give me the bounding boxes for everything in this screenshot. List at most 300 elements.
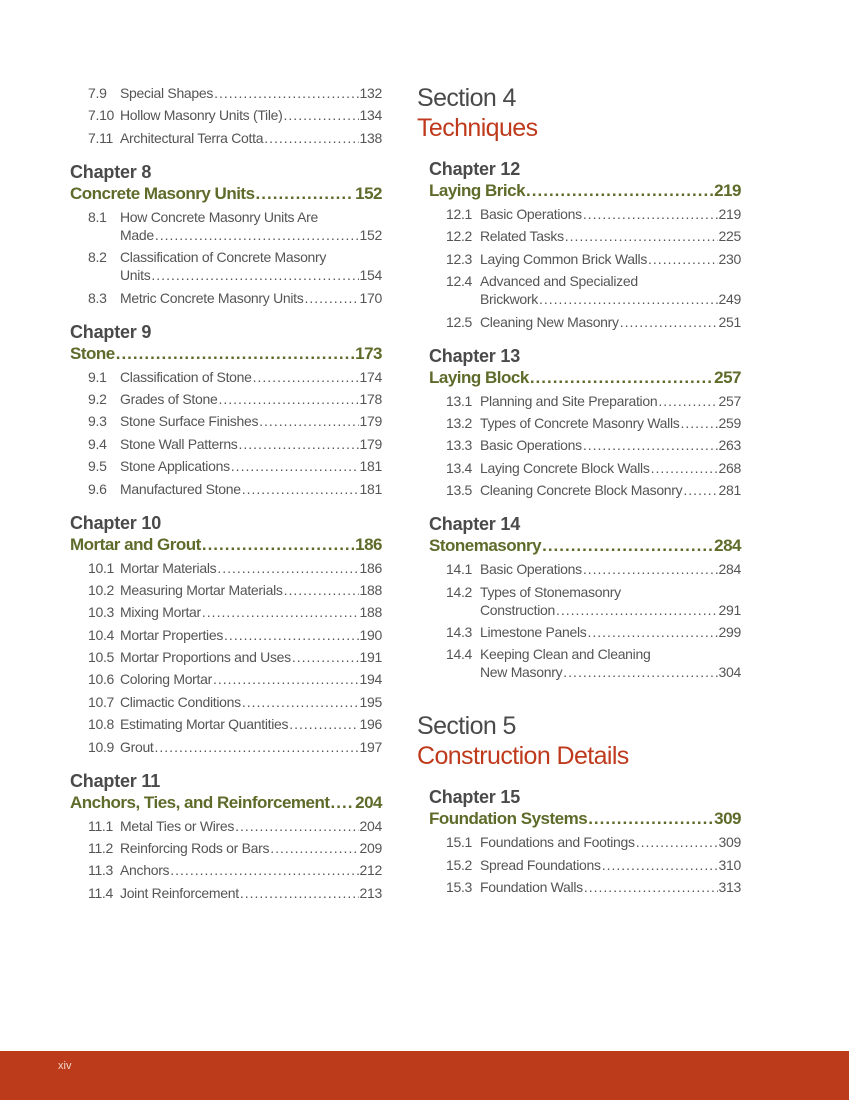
entry-number: 10.8 [88, 716, 115, 733]
chapter-page: 152 [355, 183, 382, 203]
entry-title: Climactic Conditions [120, 693, 241, 710]
dot-leader [116, 343, 354, 365]
chapter-label: Chapter 14 [429, 514, 521, 535]
entry-page: 299 [718, 623, 741, 640]
entry-title: Special Shapes [120, 85, 214, 101]
entry-page: 310 [718, 856, 741, 873]
chapter-block [429, 345, 741, 500]
toc-entry [429, 392, 741, 410]
entry-title: Stone Applications [120, 458, 230, 475]
dot-leader [556, 601, 718, 619]
toc-entry [70, 248, 382, 284]
chapter-label: Chapter 9 [70, 321, 152, 342]
toc-entry-line [446, 663, 741, 681]
entry-page: 196 [359, 716, 382, 733]
toc-entry [429, 645, 741, 681]
entry-number: 9.5 [88, 458, 107, 475]
entry-page: 257 [718, 392, 741, 409]
entry-title: Limestone Panels [480, 623, 587, 640]
toc-entry-line [446, 459, 741, 477]
dot-leader [658, 392, 717, 410]
chapter-block [429, 786, 741, 896]
chapter-title-line [70, 183, 382, 205]
chapter-label: Chapter 10 [70, 512, 162, 533]
entry-title: Foundations and Footings [480, 834, 635, 851]
chapter-title: Stonemasonry [429, 536, 542, 556]
toc-entry-line [88, 457, 382, 475]
entry-number: 13.3 [446, 437, 473, 454]
entry-number: 12.1 [446, 206, 473, 222]
entry-number: 15.2 [446, 856, 473, 873]
entry-number: 9.1 [88, 368, 107, 385]
entry-page: 213 [359, 884, 382, 901]
chapter-label: Chapter 11 [70, 770, 161, 791]
toc-entry [429, 623, 741, 641]
entry-title: Estimating Mortar Quantities [120, 716, 289, 733]
toc-entry-line [446, 436, 741, 454]
entry-title: Hollow Masonry Units (Tile) [120, 107, 283, 124]
chapter-page: 309 [714, 809, 741, 829]
toc-entry-line [88, 648, 382, 666]
toc-entry [429, 459, 741, 477]
entry-number: 7.11 [88, 129, 114, 146]
entry-title: How Concrete Masonry Units Are [120, 208, 318, 225]
toc-entry-line [88, 861, 382, 879]
toc-entry-line [88, 368, 382, 386]
entry-title: Basic Operations [480, 437, 582, 454]
entry-page: 194 [359, 671, 382, 688]
dot-leader [231, 457, 359, 475]
toc-entry-line [88, 106, 382, 124]
toc-entry-line [446, 601, 741, 619]
toc-right-column [417, 83, 741, 900]
entry-title: Related Tasks [480, 228, 564, 245]
entry-number: 8.2 [88, 249, 107, 266]
entry-title: Joint Reinforcement [120, 884, 239, 901]
toc-entry [70, 559, 382, 577]
toc-entry [70, 626, 382, 644]
entry-page: 219 [718, 206, 741, 222]
entry-title: Foundation Walls [480, 879, 583, 896]
toc-entry [429, 833, 741, 851]
chapter-block [429, 158, 741, 331]
toc-entry [429, 205, 741, 223]
toc-entry [70, 480, 382, 498]
chapter-title: Laying Brick [429, 181, 526, 200]
toc-entry [429, 436, 741, 454]
toc-entry [70, 208, 382, 244]
dot-leader [683, 481, 717, 499]
chapter-page: 186 [355, 534, 382, 554]
dot-leader [583, 436, 718, 454]
section-chapters [417, 786, 741, 896]
dot-leader [253, 368, 359, 386]
entry-page: 174 [359, 368, 382, 385]
entry-number: 9.4 [88, 435, 107, 452]
toc-entry [70, 289, 382, 307]
toc-left-column [70, 84, 382, 906]
dot-leader [530, 367, 713, 389]
entry-title-continued: Made [120, 226, 154, 243]
entry-number: 14.3 [446, 623, 473, 640]
entry-title: Basic Operations [480, 206, 582, 222]
toc-entry-line [88, 626, 382, 644]
chapter-title-line [429, 808, 741, 830]
entry-number: 10.9 [88, 738, 115, 755]
entry-number: 13.5 [446, 482, 473, 499]
entry-title: Grout [120, 738, 154, 755]
entry-title: Types of Concrete Masonry Walls [480, 414, 680, 431]
entry-number: 13.2 [446, 414, 473, 431]
entry-page: 204 [359, 817, 382, 834]
toc-entry-line [88, 603, 382, 621]
entry-number: 15.1 [446, 834, 473, 851]
chapter-page: 204 [355, 792, 382, 812]
entry-page: 268 [718, 459, 741, 476]
entry-page: 309 [718, 834, 741, 851]
dot-leader [648, 250, 718, 268]
toc-entry-line [446, 645, 741, 663]
chapter-block [70, 321, 382, 498]
entry-page: 179 [359, 413, 382, 430]
toc-entry-line [88, 559, 382, 577]
dot-leader [526, 180, 713, 202]
dot-leader [264, 129, 358, 147]
toc-entry-line [88, 390, 382, 408]
dot-leader [636, 833, 718, 851]
toc-entry-line [88, 412, 382, 430]
entry-page: 251 [718, 313, 741, 330]
entry-page: 181 [359, 480, 382, 497]
dot-leader [218, 390, 358, 408]
entry-title: Laying Concrete Block Walls [480, 459, 650, 476]
toc-entry-line [88, 715, 382, 733]
dot-leader [584, 878, 718, 896]
toc-entry [70, 884, 382, 902]
toc-entry-line [446, 205, 741, 223]
chapter-block [70, 512, 382, 756]
toc-entry-line [88, 129, 382, 147]
entry-page: 225 [718, 228, 741, 245]
entry-number: 8.3 [88, 289, 107, 306]
chapter-label: Chapter 8 [70, 161, 152, 182]
entry-page: 190 [359, 626, 382, 643]
entry-title: Coloring Mortar [120, 671, 212, 688]
entry-number: 12.4 [446, 273, 473, 290]
chapter-label: Chapter 15 [429, 787, 521, 808]
toc-entry-line [88, 435, 382, 453]
dot-leader [588, 808, 713, 830]
entry-title: Metric Concrete Masonry Units [120, 289, 304, 306]
entry-number: 9.6 [88, 480, 107, 497]
entry-number: 10.3 [88, 604, 115, 621]
dot-leader [565, 227, 718, 245]
entry-page: 313 [718, 879, 741, 896]
chapter-title: Anchors, Ties, and Reinforcement [70, 792, 330, 812]
section-block [417, 83, 741, 681]
entry-page: 178 [359, 390, 382, 407]
dot-leader [239, 435, 359, 453]
toc-entry-line [446, 313, 741, 331]
toc-entry-line [446, 227, 741, 245]
toc-entry [70, 817, 382, 835]
entry-number: 12.5 [446, 313, 473, 330]
entry-title: Architectural Terra Cotta [120, 129, 264, 146]
entry-number: 9.2 [88, 390, 107, 407]
entry-number: 13.1 [446, 392, 473, 409]
entry-number: 10.6 [88, 671, 115, 688]
entry-page: 230 [718, 250, 741, 267]
dot-leader [588, 623, 718, 641]
toc-entry-line [446, 290, 741, 308]
toc-entry [70, 368, 382, 386]
entry-title: Basic Operations [480, 561, 582, 578]
section-title: Construction Details [417, 742, 629, 771]
entry-title: Mortar Properties [120, 626, 224, 643]
dot-leader [259, 412, 358, 430]
toc-entry [70, 412, 382, 430]
entry-title: Manufactured Stone [120, 480, 241, 497]
entry-title-continued: Brickwork [480, 291, 538, 308]
entry-title: Planning and Site Preparation [480, 392, 658, 409]
dot-leader [155, 738, 359, 756]
toc-entry [429, 272, 741, 308]
entry-number: 11.2 [88, 840, 114, 857]
entry-page: 138 [359, 129, 382, 146]
toc-entry-line [88, 248, 382, 266]
toc-entry-line [88, 670, 382, 688]
dot-leader [242, 693, 359, 711]
toc-entry-line [88, 208, 382, 226]
entry-page: 259 [718, 414, 741, 431]
chapter-page: 257 [714, 367, 741, 387]
dot-leader [151, 266, 358, 284]
chapter-title-line [429, 367, 741, 389]
entry-title: Stone Surface Finishes [120, 413, 259, 430]
chapter-title-line [429, 180, 741, 202]
entry-title: Mixing Mortar [120, 604, 201, 621]
dot-leader [235, 817, 358, 835]
toc-entry-line [446, 250, 741, 268]
dot-leader [304, 289, 358, 307]
dot-leader [602, 856, 718, 874]
toc-entry-line [446, 833, 741, 851]
dot-leader [155, 226, 359, 244]
entry-title: Spread Foundations [480, 856, 601, 873]
toc-entry-line [88, 581, 382, 599]
entry-page: 191 [359, 649, 382, 666]
entry-number: 7.10 [88, 107, 115, 124]
toc-entry-line [88, 266, 382, 284]
entry-page: 154 [359, 267, 382, 284]
toc-entry-line [446, 583, 741, 601]
toc-entry [429, 414, 741, 432]
section-number: Section 5 [417, 712, 516, 741]
entry-page: 179 [359, 435, 382, 452]
dot-leader [202, 603, 359, 621]
section-number: Section 4 [417, 84, 516, 112]
dot-leader [214, 84, 358, 102]
entry-title: Mortar Materials [120, 559, 217, 576]
entry-title-continued: New Masonry [480, 664, 563, 681]
entry-title: Cleaning Concrete Block Masonry [480, 482, 683, 499]
dot-leader [202, 534, 354, 556]
entry-number: 10.2 [88, 581, 115, 598]
toc-entry [70, 457, 382, 475]
entry-title: Cleaning New Masonry [480, 313, 619, 330]
dot-leader [170, 861, 358, 879]
entry-number: 10.1 [88, 559, 115, 576]
entry-title: Keeping Clean and Cleaning [480, 646, 651, 663]
entry-number: 7.9 [88, 85, 107, 101]
entry-page: 249 [718, 291, 741, 308]
toc-entry [70, 106, 382, 124]
dot-leader [539, 290, 718, 308]
entry-title-continued: Construction [480, 601, 555, 618]
entry-number: 11.3 [88, 862, 114, 879]
entry-page: 188 [359, 604, 382, 621]
dot-leader [270, 839, 358, 857]
entry-page: 186 [359, 559, 382, 576]
toc-entry-line [446, 856, 741, 874]
entry-number: 12.2 [446, 228, 473, 245]
dot-leader [542, 535, 713, 557]
chapter-block [70, 770, 382, 902]
toc-entry [429, 250, 741, 268]
toc-entry-line [88, 693, 382, 711]
dot-leader [224, 626, 358, 644]
toc-entry [70, 581, 382, 599]
toc-entry-line [88, 839, 382, 857]
chapter-page: 219 [714, 181, 741, 200]
entry-page: 263 [718, 437, 741, 454]
chapter-title-line [70, 792, 382, 814]
chapter-title: Foundation Systems [429, 809, 588, 829]
entry-page: 170 [359, 289, 382, 306]
dot-leader [292, 648, 359, 666]
chapter-title-line [429, 535, 741, 557]
toc-entry [429, 583, 741, 619]
toc-entry-line [446, 560, 741, 578]
chapter-title: Mortar and Grout [70, 534, 201, 554]
entry-page: 195 [359, 693, 382, 710]
entry-page: 152 [359, 226, 382, 243]
entry-title: Anchors [120, 862, 170, 879]
section-block [417, 711, 741, 896]
lead-entries [70, 84, 382, 147]
entry-number: 12.3 [446, 250, 473, 267]
chapter-title-line [70, 343, 382, 365]
toc-entry-line [446, 878, 741, 896]
toc-entry-line [88, 226, 382, 244]
chapter-label: Chapter 12 [429, 159, 521, 179]
toc-entry [429, 313, 741, 331]
toc-entry [70, 693, 382, 711]
toc-entry [70, 603, 382, 621]
toc-entry-line [88, 289, 382, 307]
toc-entry [70, 435, 382, 453]
dot-leader [563, 663, 717, 681]
chapter-page: 284 [714, 536, 741, 556]
entry-title: Mortar Proportions and Uses [120, 649, 291, 666]
entry-number: 10.5 [88, 649, 115, 666]
entry-number: 8.1 [88, 208, 107, 225]
entry-number: 14.4 [446, 646, 473, 663]
toc-entry [70, 84, 382, 102]
chapter-block [429, 513, 741, 681]
entry-title: Advanced and Specialized [480, 273, 638, 290]
entry-number: 13.4 [446, 459, 473, 476]
toc-entry [70, 861, 382, 879]
entry-title: Reinforcing Rods or Bars [120, 840, 270, 857]
entry-title: Laying Common Brick Walls [480, 250, 648, 267]
toc-entry-line [88, 84, 382, 102]
toc-entry-line [88, 817, 382, 835]
entry-page: 212 [359, 862, 382, 879]
entry-page: 284 [718, 561, 741, 578]
entry-title: Types of Stonemasonry [480, 583, 621, 600]
entry-title: Grades of Stone [120, 390, 218, 407]
entry-page: 197 [359, 738, 382, 755]
dot-leader [284, 106, 359, 124]
entry-title: Classification of Stone [120, 368, 252, 385]
dot-leader [651, 459, 718, 477]
toc-entry [429, 560, 741, 578]
dot-leader [217, 559, 358, 577]
page-number: xiv [58, 1060, 72, 1072]
entry-page: 281 [718, 482, 741, 499]
dot-leader [284, 581, 359, 599]
dot-leader [583, 205, 718, 223]
toc-entry-line [446, 392, 741, 410]
section-title: Techniques [417, 114, 538, 142]
dot-leader [331, 792, 355, 814]
entry-number: 9.3 [88, 413, 107, 430]
dot-leader [289, 715, 358, 733]
entry-page: 209 [359, 840, 382, 857]
chapter-page: 173 [355, 343, 382, 363]
entry-number: 15.3 [446, 879, 473, 896]
dot-leader [620, 313, 718, 331]
toc-entry [70, 129, 382, 147]
entry-number: 14.2 [446, 583, 473, 600]
toc-entry [70, 715, 382, 733]
entry-number: 11.1 [88, 817, 114, 834]
entry-page: 134 [359, 107, 382, 124]
dot-leader [240, 884, 359, 902]
entry-page: 181 [359, 458, 382, 475]
toc-entry [70, 839, 382, 857]
dot-leader [213, 670, 359, 688]
chapter-label: Chapter 13 [429, 345, 521, 366]
chapter-title: Stone [70, 343, 115, 363]
dot-leader [680, 414, 717, 432]
chapter-block [70, 161, 382, 307]
toc-entry-line [446, 623, 741, 641]
toc-entry [70, 738, 382, 756]
toc-entry [70, 648, 382, 666]
toc-entry-line [88, 480, 382, 498]
chapter-title: Laying Block [429, 367, 529, 387]
entry-page: 291 [718, 601, 741, 618]
toc-entry [429, 878, 741, 896]
dot-leader [583, 560, 718, 578]
entry-number: 14.1 [446, 561, 473, 578]
toc-entry [429, 227, 741, 245]
toc-entry [429, 856, 741, 874]
section-chapters [417, 158, 741, 681]
toc-entry-line [446, 272, 741, 290]
